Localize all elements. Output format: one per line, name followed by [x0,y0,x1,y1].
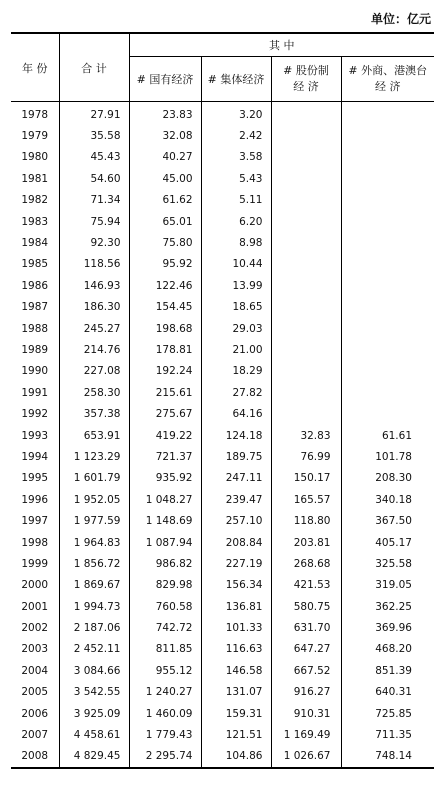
cell-collective: 124.18 [201,425,271,446]
cell-foreign [341,318,434,339]
cell-total: 146.93 [59,275,129,296]
cell-total: 3 542.55 [59,682,129,703]
cell-state: 1 460.09 [129,703,201,724]
header-collective: # 集体经济 [201,57,271,102]
cell-shareholding [271,275,341,296]
cell-total: 75.94 [59,211,129,232]
table-row [11,553,434,574]
cell-foreign: 367.50 [341,510,434,531]
cell-state: 1 087.94 [129,532,201,553]
cell-shareholding: 667.52 [271,660,341,681]
cell-state: 178.81 [129,339,201,360]
header-shareholding [271,57,341,102]
data-table [11,32,434,769]
cell-year: 1990 [21,365,49,378]
cell-shareholding [271,147,341,168]
cell-year: 2002 [21,622,49,635]
cell-total: 1 869.67 [59,575,129,596]
cell-total: 1 977.59 [59,510,129,531]
cell-collective: 8.98 [201,232,271,253]
cell-state: 154.45 [129,297,201,318]
cell-collective: 116.63 [201,639,271,660]
table-row [11,510,434,531]
header-foreign-line2: 经 济 [375,80,401,93]
cell-foreign: 468.20 [341,639,434,660]
cell-foreign [341,102,434,126]
table-row [11,211,434,232]
cell-collective: 136.81 [201,596,271,617]
cell-foreign: 325.58 [341,553,434,574]
cell-total: 258.30 [59,382,129,403]
cell-state: 829.98 [129,575,201,596]
cell-foreign: 711.35 [341,724,434,745]
cell-foreign [341,168,434,189]
table-row [11,703,434,724]
cell-collective: 2.42 [201,125,271,146]
header-foreign-line1: # 外商、港澳台 [348,64,428,77]
cell-year: 1994 [21,450,49,463]
cell-collective: 104.86 [201,746,271,768]
cell-collective: 121.51 [201,724,271,745]
cell-foreign: 362.25 [341,596,434,617]
cell-total: 3 084.66 [59,660,129,681]
cell-foreign: 851.39 [341,660,434,681]
table-row [11,254,434,275]
cell-year: 1993 [21,429,49,442]
cell-state: 32.08 [129,125,201,146]
cell-year: 1985 [21,258,49,271]
cell-shareholding: 1 026.67 [271,746,341,768]
cell-foreign: 725.85 [341,703,434,724]
cell-state: 742.72 [129,617,201,638]
cell-shareholding: 165.57 [271,489,341,510]
table-row [11,147,434,168]
cell-total: 92.30 [59,232,129,253]
cell-state: 95.92 [129,254,201,275]
cell-state: 955.12 [129,660,201,681]
cell-foreign [341,275,434,296]
cell-year: 2000 [21,579,49,592]
table-row [11,617,434,638]
cell-total: 653.91 [59,425,129,446]
cell-foreign: 640.31 [341,682,434,703]
cell-foreign [341,361,434,382]
table-row [11,682,434,703]
cell-collective: 5.11 [201,190,271,211]
table-row [11,297,434,318]
cell-year: 2005 [21,686,49,699]
cell-foreign: 208.30 [341,468,434,489]
header-shareholding-line2: 经 济 [293,80,319,93]
cell-collective: 21.00 [201,339,271,360]
cell-shareholding: 910.31 [271,703,341,724]
cell-year: 2001 [21,600,49,613]
cell-shareholding: 421.53 [271,575,341,596]
cell-year: 1984 [21,237,49,250]
unit-label: 单位：亿元 [370,12,431,26]
cell-foreign [341,254,434,275]
cell-state: 215.61 [129,382,201,403]
cell-year: 1979 [21,130,49,143]
cell-total: 245.27 [59,318,129,339]
cell-shareholding [271,211,341,232]
cell-total: 1 856.72 [59,553,129,574]
table-row [11,639,434,660]
table-row [11,125,434,146]
cell-shareholding [271,190,341,211]
cell-foreign [341,190,434,211]
table-row [11,596,434,617]
cell-year: 1991 [21,386,49,399]
cell-foreign: 61.61 [341,425,434,446]
cell-collective: 247.11 [201,468,271,489]
table-row [11,425,434,446]
table-row [11,275,434,296]
cell-year: 1986 [21,279,49,292]
header-total: 合 计 [59,33,129,102]
table-row [11,446,434,467]
cell-year: 1999 [21,557,49,570]
cell-year: 2006 [21,707,49,720]
cell-total: 118.56 [59,254,129,275]
cell-collective: 6.20 [201,211,271,232]
cell-shareholding: 580.75 [271,596,341,617]
cell-total: 27.91 [59,102,129,126]
cell-shareholding: 76.99 [271,446,341,467]
cell-shareholding [271,102,341,126]
table-row [11,489,434,510]
cell-year: 2007 [21,729,49,742]
cell-shareholding: 631.70 [271,617,341,638]
cell-collective: 3.58 [201,147,271,168]
cell-collective: 257.10 [201,510,271,531]
cell-state: 986.82 [129,553,201,574]
cell-total: 186.30 [59,297,129,318]
cell-foreign: 405.17 [341,532,434,553]
cell-collective: 13.99 [201,275,271,296]
cell-year: 1998 [21,536,49,549]
header-foreign [341,57,434,102]
cell-collective: 64.16 [201,403,271,424]
cell-foreign [341,232,434,253]
cell-total: 1 123.29 [59,446,129,467]
cell-shareholding [271,318,341,339]
cell-total: 2 452.11 [59,639,129,660]
cell-total: 1 952.05 [59,489,129,510]
cell-year: 2003 [21,643,49,656]
cell-shareholding [271,125,341,146]
cell-total: 1 601.79 [59,468,129,489]
cell-collective: 159.31 [201,703,271,724]
header-year: 年 份 [11,33,59,102]
cell-total: 357.38 [59,403,129,424]
cell-collective: 146.58 [201,660,271,681]
cell-shareholding [271,254,341,275]
cell-foreign [341,297,434,318]
cell-year: 1978 [21,108,49,121]
cell-state: 935.92 [129,468,201,489]
cell-state: 1 779.43 [129,724,201,745]
cell-shareholding [271,297,341,318]
cell-shareholding: 268.68 [271,553,341,574]
cell-state: 75.80 [129,232,201,253]
cell-collective: 27.82 [201,382,271,403]
cell-total: 54.60 [59,168,129,189]
header-shareholding-line1: # 股份制 [283,64,329,77]
cell-state: 61.62 [129,190,201,211]
table-row [11,382,434,403]
cell-state: 192.24 [129,361,201,382]
cell-state: 1 048.27 [129,489,201,510]
cell-total: 3 925.09 [59,703,129,724]
cell-year: 1992 [21,408,49,421]
table-row [11,403,434,424]
cell-year: 1997 [21,515,49,528]
cell-year: 2004 [21,664,49,677]
cell-year: 1987 [21,301,49,314]
cell-foreign [341,125,434,146]
cell-total: 71.34 [59,190,129,211]
cell-year: 1982 [21,194,49,207]
cell-shareholding: 203.81 [271,532,341,553]
cell-foreign [341,147,434,168]
cell-collective: 18.65 [201,297,271,318]
table-row [11,724,434,745]
cell-foreign [341,339,434,360]
cell-collective: 227.19 [201,553,271,574]
table-row [11,575,434,596]
cell-state: 275.67 [129,403,201,424]
cell-collective: 156.34 [201,575,271,596]
cell-total: 2 187.06 [59,617,129,638]
cell-collective: 3.20 [201,102,271,126]
table-row [11,232,434,253]
cell-collective: 5.43 [201,168,271,189]
cell-collective: 239.47 [201,489,271,510]
cell-total: 4 458.61 [59,724,129,745]
cell-foreign: 101.78 [341,446,434,467]
cell-year: 1980 [21,151,49,164]
cell-foreign: 340.18 [341,489,434,510]
cell-collective: 101.33 [201,617,271,638]
cell-total: 35.58 [59,125,129,146]
cell-state: 65.01 [129,211,201,232]
cell-year: 1995 [21,472,49,485]
cell-collective: 131.07 [201,682,271,703]
cell-collective: 18.29 [201,361,271,382]
table-row [11,746,434,768]
cell-state: 721.37 [129,446,201,467]
cell-shareholding [271,382,341,403]
table-row [11,318,434,339]
cell-total: 227.08 [59,361,129,382]
table-body [11,102,434,769]
cell-year: 1988 [21,322,49,335]
cell-year: 2008 [21,750,49,763]
cell-state: 23.83 [129,102,201,126]
cell-state: 1 148.69 [129,510,201,531]
cell-shareholding [271,168,341,189]
cell-foreign [341,403,434,424]
cell-total: 1 994.73 [59,596,129,617]
table-row [11,660,434,681]
cell-total: 45.43 [59,147,129,168]
cell-year: 1989 [21,343,49,356]
cell-shareholding: 150.17 [271,468,341,489]
cell-collective: 29.03 [201,318,271,339]
cell-state: 122.46 [129,275,201,296]
cell-state: 1 240.27 [129,682,201,703]
cell-state: 760.58 [129,596,201,617]
table-row [11,339,434,360]
header-state: # 国有经济 [129,57,201,102]
cell-shareholding [271,339,341,360]
cell-collective: 189.75 [201,446,271,467]
cell-total: 1 964.83 [59,532,129,553]
table-row [11,468,434,489]
cell-foreign [341,382,434,403]
cell-shareholding: 916.27 [271,682,341,703]
cell-shareholding [271,403,341,424]
cell-state: 811.85 [129,639,201,660]
cell-year: 1981 [21,172,49,185]
cell-state: 40.27 [129,147,201,168]
cell-shareholding: 1 169.49 [271,724,341,745]
cell-state: 198.68 [129,318,201,339]
cell-foreign: 748.14 [341,746,434,768]
cell-year: 1983 [21,215,49,228]
cell-total: 214.76 [59,339,129,360]
cell-shareholding: 32.83 [271,425,341,446]
table-header [11,33,434,102]
table-row [11,168,434,189]
cell-state: 419.22 [129,425,201,446]
cell-state: 2 295.74 [129,746,201,768]
header-group: 其 中 [129,33,434,57]
cell-shareholding: 118.80 [271,510,341,531]
cell-shareholding [271,232,341,253]
cell-foreign: 319.05 [341,575,434,596]
cell-year: 1996 [21,493,49,506]
table-row [11,532,434,553]
cell-foreign: 369.96 [341,617,434,638]
table-row [11,102,434,126]
cell-collective: 10.44 [201,254,271,275]
cell-collective: 208.84 [201,532,271,553]
cell-shareholding: 647.27 [271,639,341,660]
table-row [11,190,434,211]
cell-foreign [341,211,434,232]
cell-total: 4 829.45 [59,746,129,768]
table-row [11,361,434,382]
cell-state: 45.00 [129,168,201,189]
cell-shareholding [271,361,341,382]
